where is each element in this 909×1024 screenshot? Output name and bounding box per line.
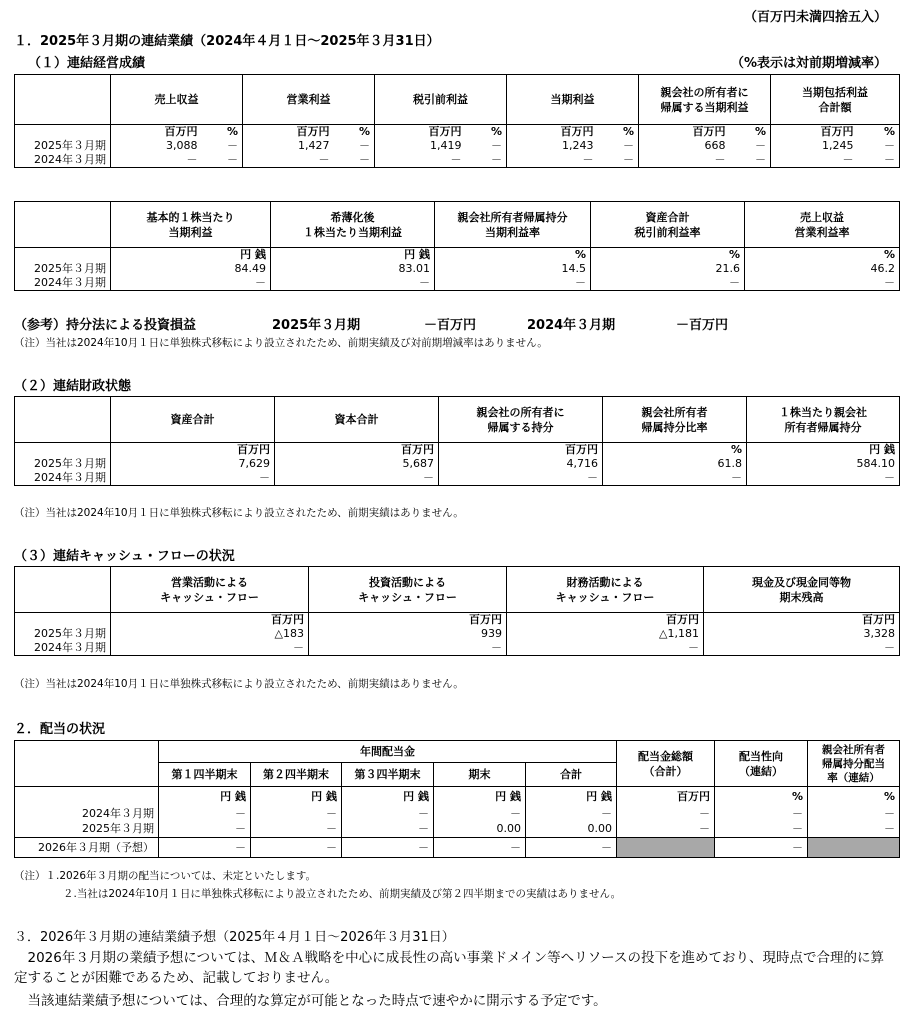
section1-2-title: （２）連結財政状態 <box>14 379 132 394</box>
header-parent-equity: 親会社の所有者に 帰属する持分 <box>439 397 603 443</box>
section1-3-title: （３）連結キャッシュ・フローの状況 <box>14 549 235 564</box>
table-row: 2024年３月期 － － － － － － － － － － － － <box>15 153 900 168</box>
header-diluted-eps: 希薄化後 １株当たり当期利益 <box>271 202 435 248</box>
header-operating-cf: 営業活動による キャッシュ・フロー <box>111 567 309 613</box>
header-total-equity: 資本合計 <box>275 397 439 443</box>
header-payout-ratio: 配当性向 （連結） <box>715 741 808 787</box>
header-total: 合計 <box>526 763 617 787</box>
header-doe: 親会社所有者 帰属持分配当 率（連結） <box>808 741 900 787</box>
table-row: 2025年３月期 3,088 － 1,427 － 1,419 － 1,243 － 668 － 1,245 － <box>15 139 900 153</box>
header-comprehensive: 当期包括利益 合計額 <box>771 75 900 125</box>
unit-row: 百万円 百万円 百万円 百万円 <box>15 613 900 628</box>
header-q2: 第２四半期末 <box>251 763 342 787</box>
table-row: 2024年３月期 － － － － <box>15 641 900 656</box>
table-row: 2024年３月期 － － － － － <box>15 276 900 291</box>
corner-cell <box>15 202 111 248</box>
section2-title: ２．配当の状況 <box>14 722 106 737</box>
table-row: 2025年３月期 7,629 5,687 4,716 61.8 584.10 <box>15 457 900 471</box>
note: （注）１.2026年３月期の配当については、未定といたします。 <box>14 870 317 882</box>
financial-position-table <box>14 396 900 486</box>
pct-note: （%表示は対前期増減率） <box>730 56 887 71</box>
header-roa: 資産合計 税引前利益率 <box>591 202 745 248</box>
forecast-paragraph-2: 当該連結業績予想については、合理的な算定が可能となった時点で速やかに開示する予定です。 <box>27 993 607 1009</box>
header-net-profit: 当期利益 <box>507 75 639 125</box>
header-operating-profit: 営業利益 <box>243 75 375 125</box>
header-total-assets: 資産合計 <box>111 397 275 443</box>
header-annual-dividend: 年間配当金 <box>159 741 617 763</box>
header-roe: 親会社所有者帰属持分 当期利益率 <box>435 202 591 248</box>
section3-title: ３．2026年３月期の連結業績予想（2025年４月１日～2026年３月31日） <box>14 930 455 945</box>
header-bps: １株当たり親会社 所有者帰属持分 <box>747 397 900 443</box>
corner-cell <box>15 75 111 125</box>
dividend-table <box>14 740 900 858</box>
unit-row: 円 銭 円 銭 円 銭 円 銭 円 銭 百万円 % % <box>15 787 900 807</box>
unit-row: 百万円 % 百万円 % 百万円 % 百万円 % 百万円 % 百万円 % <box>15 125 900 140</box>
header-financing-cf: 財務活動による キャッシュ・フロー <box>507 567 704 613</box>
table-row: 2026年３月期（予想） － － － － － － <box>15 838 900 858</box>
table-row: 2025年３月期 △183 939 △1,181 3,328 <box>15 627 900 641</box>
header-total-dividend: 配当金総額 （合計） <box>617 741 715 787</box>
header-op-margin: 売上収益 営業利益率 <box>745 202 900 248</box>
per-share-table <box>14 201 900 291</box>
note: （注）当社は2024年10月１日に単独株式移転により設立されたため、前期実績はありません。 <box>14 507 464 519</box>
header-revenue: 売上収益 <box>111 75 243 125</box>
reference-value-2: －百万円 <box>676 318 729 333</box>
corner-cell <box>15 397 111 443</box>
reference-label: （参考）持分法による投資損益 <box>14 318 197 333</box>
forecast-paragraph: 2026年３月期の業績予想については、Ｍ＆Ａ戦略を中心に成長性の高い事業ドメイン等へリソースの投下を進めており、現時点で合理的に算定することが困難であるため、記載しておりません。 <box>14 950 885 986</box>
operating-results-table <box>14 74 900 168</box>
header-year-end: 期末 <box>434 763 526 787</box>
header-basic-eps: 基本的１株当たり 当期利益 <box>111 202 271 248</box>
header-q1: 第１四半期末 <box>159 763 251 787</box>
header-equity-ratio: 親会社所有者 帰属持分比率 <box>603 397 747 443</box>
section1-title: １．2025年３月期の連結業績（2024年４月１日～2025年３月31日） <box>14 34 440 49</box>
note: （注）当社は2024年10月１日に単独株式移転により設立されたため、前期実績はありません。 <box>14 678 464 690</box>
table-row: 2025年３月期 84.49 83.01 14.5 21.6 46.2 <box>15 262 900 276</box>
header-pretax-profit: 税引前利益 <box>375 75 507 125</box>
unit-note: （百万円未満四捨五入） <box>743 10 887 25</box>
section1-1-title: （１）連結経営成績 <box>28 56 146 71</box>
header-investing-cf: 投資活動による キャッシュ・フロー <box>309 567 507 613</box>
corner-cell <box>15 567 111 613</box>
reference-period-1: 2025年３月期 <box>272 318 361 333</box>
table-row: 2024年３月期 － － － － － <box>15 471 900 486</box>
note: ２.当社は2024年10月１日に単独株式移転により設立されたため、前期実績及び第２四半期までの実績はありません。 <box>63 888 622 900</box>
header-parent-profit: 親会社の所有者に 帰属する当期利益 <box>639 75 771 125</box>
unit-row: 百万円 百万円 百万円 % 円 銭 <box>15 443 900 458</box>
cash-flow-table <box>14 566 900 656</box>
note: （注）当社は2024年10月１日に単独株式移転により設立されたため、前期実績及び対前期増減率はありません。 <box>14 337 548 349</box>
header-q3: 第３四半期末 <box>342 763 434 787</box>
unit-row: 円 銭 円 銭 % % % <box>15 248 900 263</box>
table-row: 2024年３月期 － － － － － － － － <box>15 807 900 821</box>
reference-value-1: －百万円 <box>424 318 477 333</box>
reference-period-2: 2024年３月期 <box>527 318 616 333</box>
table-row: 2025年３月期 － － － 0.00 0.00 － － － <box>15 821 900 838</box>
corner-cell <box>15 741 159 787</box>
header-cash-balance: 現金及び現金同等物 期末残高 <box>704 567 900 613</box>
